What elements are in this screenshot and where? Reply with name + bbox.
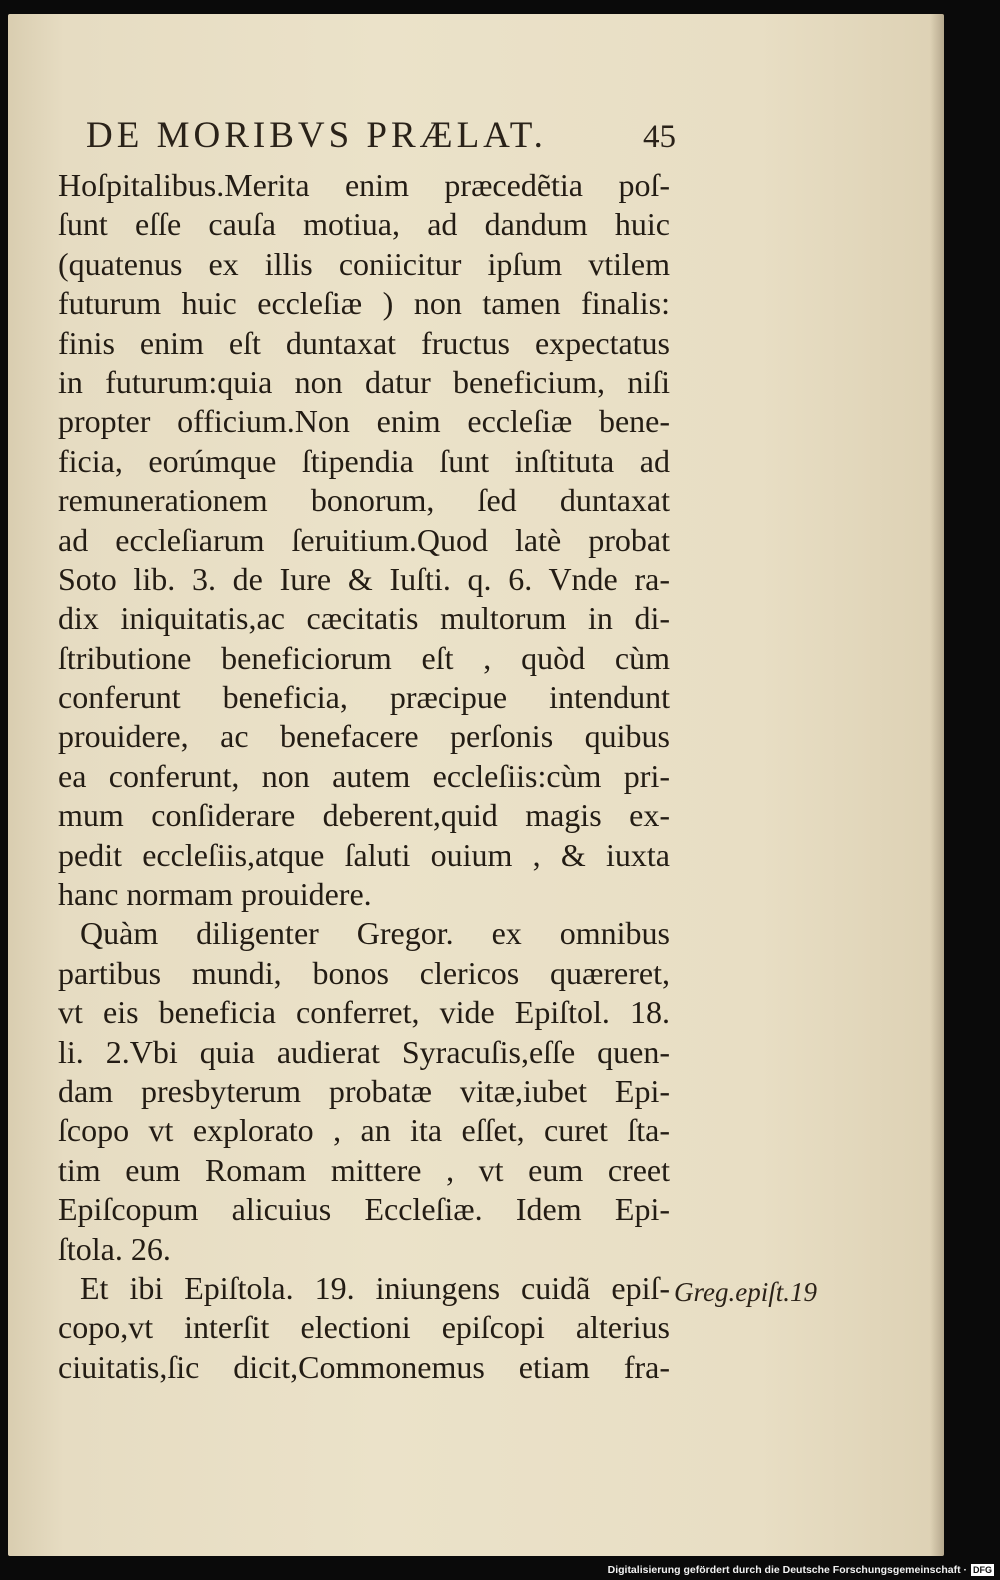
text-line: finis enim eſt duntaxat fructus expectatus: [58, 324, 670, 361]
text-line: futurum huic eccleſiæ ) non tamen finalis:: [58, 285, 670, 322]
book-page: [8, 14, 944, 1556]
text-line: ſunt eſſe cauſa motiua, ad dandum huic: [58, 206, 670, 243]
text-line: propter officium.Non enim eccleſiæ bene-: [58, 403, 670, 440]
text-line: li. 2.Vbi quia audierat Syracuſis,eſſe quen-: [58, 1033, 670, 1070]
body-text: [58, 166, 670, 1387]
text-line: remunerationem bonorum, ſed duntaxat: [58, 482, 670, 519]
credit-text: Digitalisierung gefördert durch die Deutsche Forschungsgemeinschaft ·: [607, 1564, 967, 1576]
text-line: ſcopo vt explorato , an ita eſſet, curet ſta-: [58, 1112, 670, 1149]
text-line: tim eum Romam mittere , vt eum creet: [58, 1151, 670, 1188]
text-line: Epiſcopum alicuius Eccleſiæ. Idem Epi-: [58, 1191, 670, 1228]
text-line: Et ibi Epiſtola. 19. iniungens cuidã epiſ-: [80, 1269, 670, 1306]
text-line: (quatenus ex illis coniicitur ipſum vtilem: [58, 245, 670, 282]
digitization-credit: [608, 1564, 994, 1576]
text-line: copo,vt interſit electioni epiſcopi alterius: [58, 1309, 670, 1346]
running-head: DE MORIBVS PRÆLAT.: [86, 115, 547, 156]
text-line: prouidere, ac benefacere perſonis quibus: [58, 718, 670, 755]
page-header: [86, 114, 676, 157]
text-line: ficia, eorúmque ſtipendia ſunt inſtituta ad: [58, 442, 670, 479]
text-line: mum conſiderare deberent,quid magis ex-: [58, 797, 670, 834]
text-line: ea conferunt, non autem eccleſiis:cùm pri-: [58, 757, 670, 794]
text-line: ſtola. 26.: [58, 1230, 171, 1267]
text-line: dix iniquitatis,ac cæcitatis multorum in di-: [58, 600, 670, 637]
text-line: hanc normam prouidere.: [58, 876, 372, 913]
text-line: partibus mundi, bonos clericos quæreret,: [58, 954, 670, 991]
dfg-logo: DFG: [973, 1565, 992, 1575]
text-line: Soto lib. 3. de Iure & Iuſti. q. 6. Vnde ra-: [58, 560, 670, 597]
text-line: in futurum:quia non datur beneficium, niſi: [58, 363, 670, 400]
text-line: conferunt beneficia, præcipue intendunt: [58, 679, 670, 716]
text-line: Hoſpitalibus.Merita enim præcedẽtia poſ-: [58, 167, 670, 203]
page-number: 45: [643, 119, 676, 155]
text-line: Quàm diligenter Gregor. ex omnibus: [80, 915, 670, 952]
text-line: vt eis beneficia conferret, vide Epiſtol. 18.: [58, 994, 670, 1031]
text-line: pedit eccleſiis,atque ſaluti ouium , & iuxta: [58, 836, 670, 873]
text-line: dam presbyterum probatæ vitæ,iubet Epi-: [58, 1072, 670, 1109]
marginal-note: Greg.epiſt.19: [674, 1277, 817, 1307]
text-line: ad eccleſiarum ſeruitium.Quod latè probat: [58, 521, 670, 558]
text-line: ciuitatis,ſic dicit,Commonemus etiam fra-: [58, 1348, 670, 1385]
text-line: ſtributione beneficiorum eſt , quòd cùm: [58, 639, 670, 676]
